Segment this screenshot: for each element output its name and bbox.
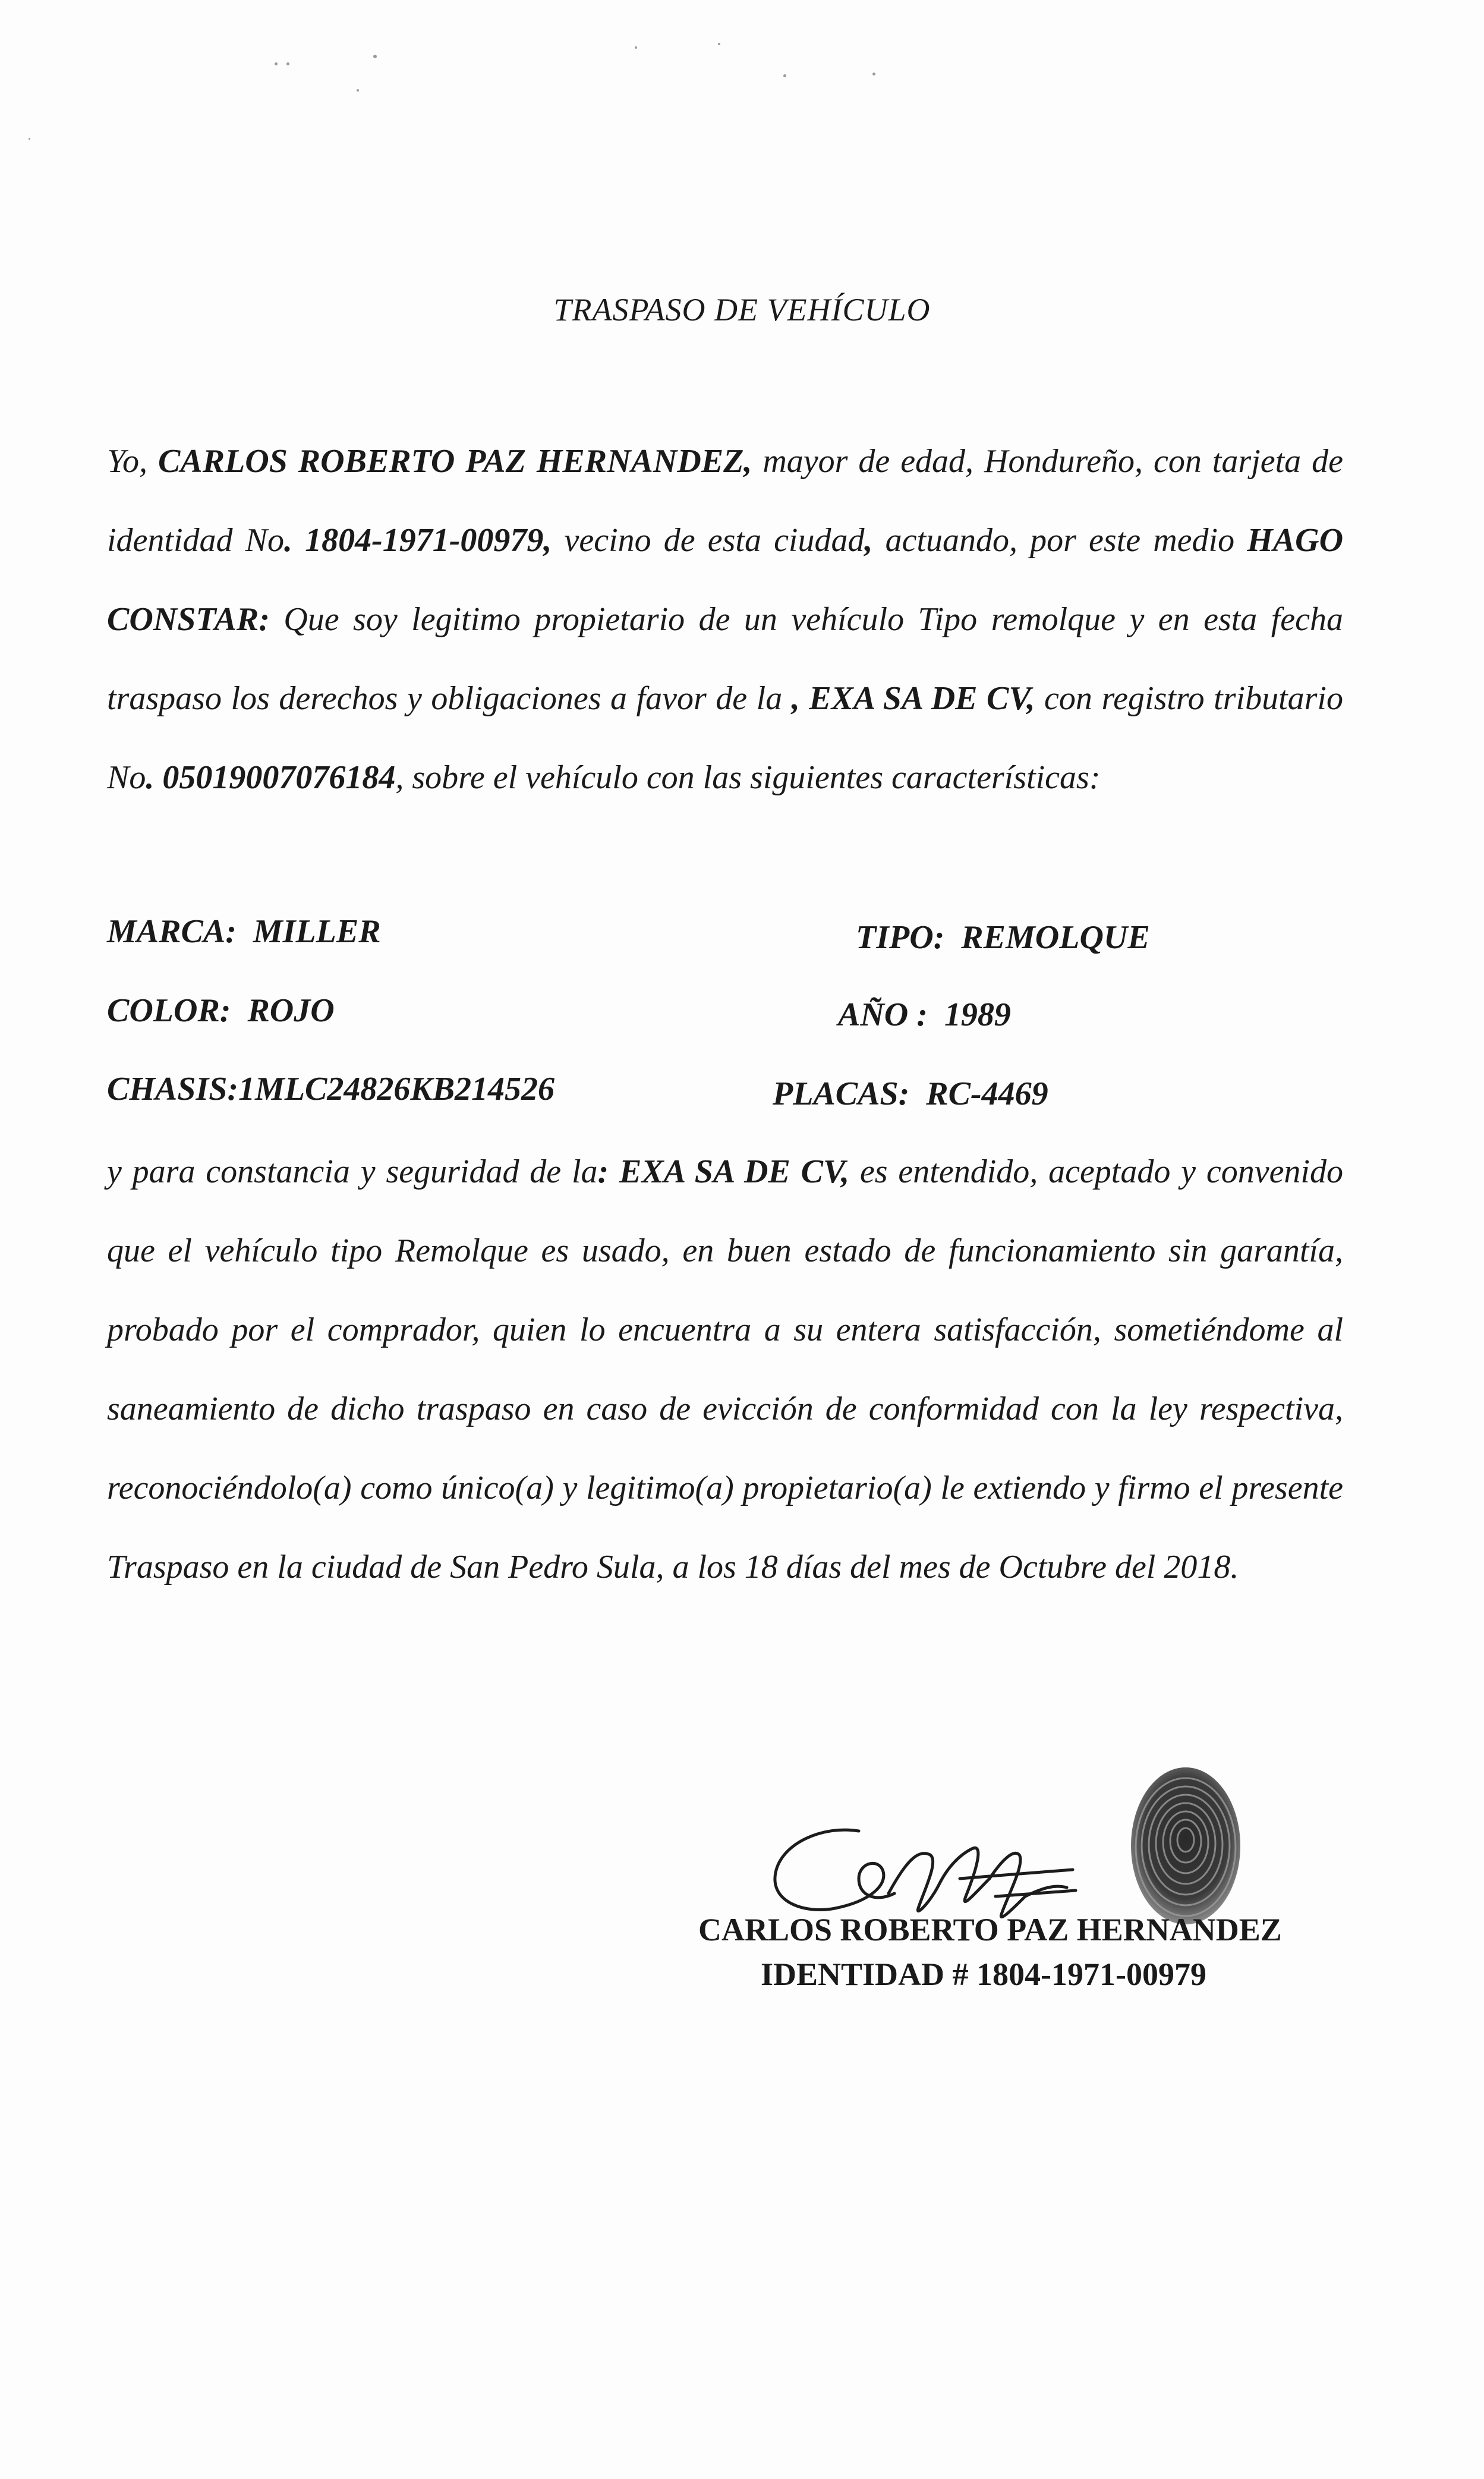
paragraph2-segment: : EXA SA DE CV, (597, 1153, 850, 1190)
color-field (107, 992, 335, 1030)
paragraph1-segment: , (864, 522, 873, 559)
paragraph1-segment: con registro tributario No (107, 680, 1343, 796)
paragraph1-segment: , sobre el vehículo con las siguientes características: (395, 759, 1101, 796)
scan-speck (783, 74, 786, 77)
paragraph1-segment: Yo, (107, 443, 158, 480)
scan-speck (373, 55, 377, 58)
scan-speck (286, 62, 289, 65)
paragraph1-segment: Que soy legitimo propietario de un vehículo Tipo remolque y en esta fecha traspaso los derechos y obligaciones a favor de la (107, 601, 1343, 717)
paragraph1-segment: CARLOS ROBERTO PAZ HERNANDEZ, (157, 443, 752, 480)
scan-speck (29, 138, 30, 140)
color-label: COLOR: (107, 992, 231, 1029)
marca-label: MARCA: (107, 913, 237, 950)
paragraph1-segment: . 1804-1971-00979, (284, 522, 552, 559)
anio-field (838, 996, 1011, 1034)
document-title: TRASPASO DE VEHÍCULO (553, 292, 931, 328)
anio-value: 1989 (944, 996, 1011, 1033)
paragraph1-segment: actuando, por este medio (872, 522, 1247, 559)
marca-value: MILLER (253, 913, 381, 950)
signer-id: IDENTIDAD # 1804-1971-00979 (761, 1956, 1207, 1992)
paragraph1-segment: vecino de esta ciudad (552, 522, 865, 559)
anio-label: AÑO : (838, 996, 928, 1033)
tipo-field (856, 918, 1150, 957)
scan-speck (275, 62, 278, 65)
paragraph1-segment: . 05019007076184 (146, 759, 396, 796)
tipo-value: REMOLQUE (961, 919, 1150, 956)
color-value: ROJO (247, 992, 335, 1029)
signer-name: CARLOS ROBERTO PAZ HERNANDEZ (698, 1912, 1282, 1948)
scan-speck (635, 46, 637, 49)
placas-value: RC-4469 (926, 1075, 1048, 1112)
tipo-label: TIPO: (856, 919, 945, 956)
paragraph1-segment: mayor de edad, Hondureño, con tarjeta de identidad No (107, 443, 1343, 559)
placas-field (773, 1075, 1048, 1113)
fingerprint-icon (1126, 1763, 1245, 1929)
chasis-field (107, 1070, 554, 1108)
paragraph1-segment: HAGO CONSTAR: (107, 522, 1344, 638)
chasis-value: CHASIS:1MLC24826KB214526 (107, 1071, 555, 1108)
paragraph2-segment: y para constancia y seguridad de la (107, 1153, 598, 1190)
scan-speck (718, 43, 720, 45)
scan-speck (872, 73, 875, 75)
closing-paragraph (107, 1132, 1343, 1607)
intro-paragraph (107, 422, 1343, 817)
marca-field (107, 913, 381, 951)
scan-speck (357, 89, 359, 92)
placas-label: PLACAS: (773, 1075, 910, 1112)
paragraph2-segment: es entendido, aceptado y convenido que el vehículo tipo Remolque es usado, en buen estado de funcionamiento sin garantía, probado por el comprador, quien lo encuentra a su entera satisfacción, sometiéndome al saneamiento de dicho traspaso en caso de evicción de conformidad con la ley respectiva, reconociéndolo(a) como único(a) y legitimo(a) propietario(a) le extiendo y firmo el presente Traspaso en la ciudad de San Pedro Sula, a los 18 días del mes de Octubre del 2018. (107, 1153, 1343, 1585)
paragraph1-segment: , EXA SA DE CV, (791, 680, 1035, 717)
